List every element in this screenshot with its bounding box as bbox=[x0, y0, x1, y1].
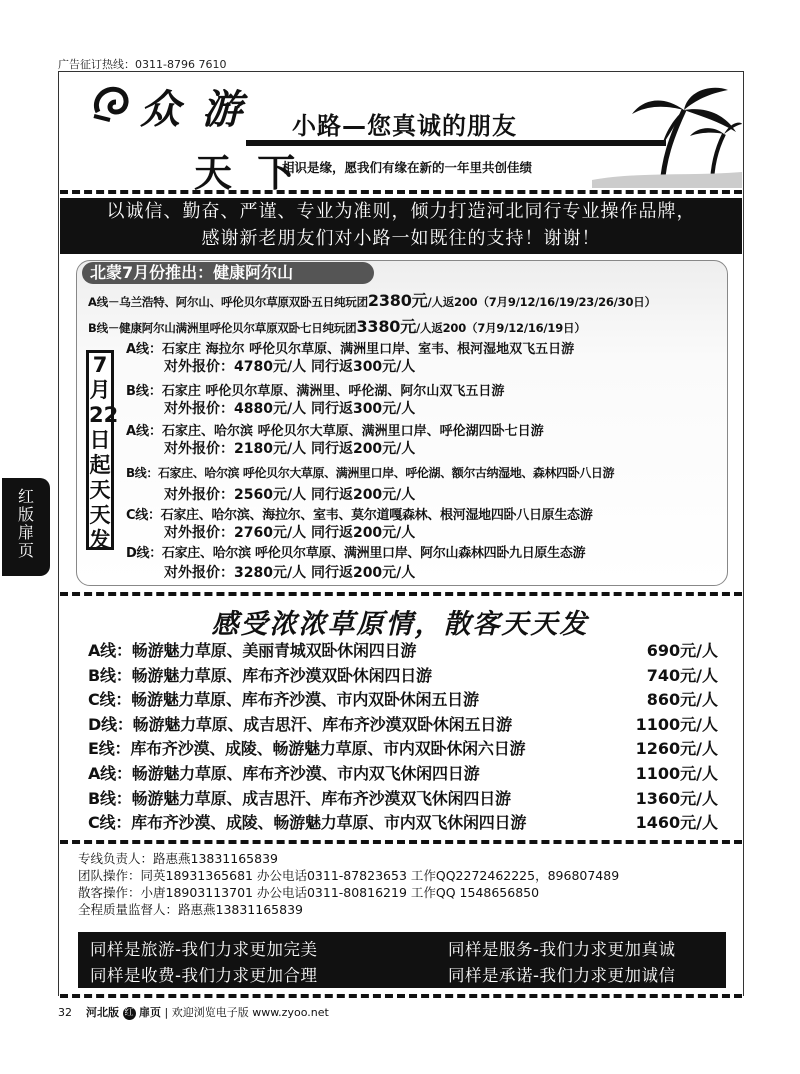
list-item bbox=[88, 638, 718, 663]
item-price: 1100元/人 bbox=[635, 714, 718, 734]
item-text: E线：库布齐沙漠、成陵、畅游魅力草原、市内双卧休闲六日游 bbox=[88, 739, 526, 759]
section1-title: 北蒙7月份推出：健康阿尔山 bbox=[82, 262, 374, 284]
site-link[interactable]: 欢迎浏览电子版 www.zyoo.net bbox=[171, 1006, 329, 1019]
contact-line: 全程质量监督人：路惠燕13831165839 bbox=[78, 902, 303, 917]
promo-text: B线－健康阿尔山满洲里呼伦贝尔草原双卧七日纯玩团 bbox=[88, 321, 357, 335]
divider bbox=[60, 190, 742, 194]
list-item bbox=[88, 687, 718, 712]
banner-line-1: 以诚信、勤奋、严谨、专业为准则，倾力打造河北同行专业操作品牌， bbox=[106, 201, 696, 222]
divider bbox=[60, 592, 742, 596]
contact-line: 专线负责人：路惠燕13831165839 bbox=[78, 851, 278, 866]
promise-right-2: 同样是承诺-我们力求更加诚信 bbox=[448, 966, 676, 985]
route-line: D线：石家庄、哈尔滨 呼伦贝尔草原、满洲里口岸、阿尔山森林四卧九日原生态游 bbox=[126, 546, 586, 561]
header bbox=[60, 74, 742, 195]
route-line: C线：石家庄、哈尔滨、海拉尔、室韦、莫尔道嘎森林、根河湿地四卧八日原生态游 bbox=[126, 508, 593, 523]
item-text: C线：畅游魅力草原、库布齐沙漠、市内双卧休闲五日游 bbox=[88, 690, 479, 710]
promo-tail: /人返200（7月9/12/16/19/23/26/30日） bbox=[427, 295, 656, 309]
promo-line-a bbox=[88, 288, 656, 311]
promise-left-2: 同样是收费-我们力求更加合理 bbox=[90, 966, 318, 985]
list-item bbox=[88, 810, 718, 835]
side-tab bbox=[2, 478, 50, 576]
item-price: 690元/人 bbox=[646, 641, 718, 660]
divider bbox=[60, 840, 742, 844]
promise-right-1: 同样是服务-我们力求更加真诚 bbox=[448, 940, 676, 959]
side-tab-label: 红版扉页 bbox=[17, 487, 34, 560]
divider bbox=[60, 994, 742, 998]
palm-trees-icon bbox=[592, 80, 742, 188]
ad-hotline: 广告征订热线：0311-8796 7610 bbox=[58, 58, 227, 71]
route-line: A线：石家庄、哈尔滨 呼伦贝尔大草原、满洲里口岸、呼伦湖四卧七日游 bbox=[126, 424, 544, 439]
item-price: 1460元/人 bbox=[635, 813, 718, 833]
promo-price: 3380元 bbox=[356, 317, 417, 336]
route-price: 对外报价：4880元/人 同行返300元/人 bbox=[164, 401, 416, 417]
route-price: 对外报价：2180元/人 同行返200元/人 bbox=[164, 441, 416, 457]
route-line: B线：石家庄、哈尔滨 呼伦贝尔大草原、满洲里口岸、呼伦湖、额尔古纳湿地、森林四卧八日游 bbox=[126, 466, 615, 480]
list-item bbox=[88, 663, 718, 688]
list-item bbox=[88, 712, 718, 737]
item-text: B线：畅游魅力草原、库布齐沙漠双卧休闲四日游 bbox=[88, 665, 432, 685]
daily-departure-label: 7月22日起天天发 bbox=[86, 350, 114, 550]
item-text: A线：畅游魅力草原、美丽青城双卧休闲四日游 bbox=[88, 641, 417, 660]
item-price: 1360元/人 bbox=[635, 788, 718, 808]
page-number: 32 bbox=[58, 1006, 72, 1019]
section2-headline: 感受浓浓草原情，散客天天发 bbox=[211, 609, 589, 640]
swirl-logo-icon bbox=[90, 82, 140, 136]
promo-text: A线－乌兰浩特、阿尔山、呼伦贝尔草原双卧五日纯玩团 bbox=[88, 295, 368, 309]
item-text: D线：畅游魅力草原、成吉思汗、库布齐沙漠双卧休闲五日游 bbox=[88, 714, 512, 734]
promise-box bbox=[78, 932, 726, 988]
contact-line: 团队操作：同英18931365681 办公电话0311-87823653 工作QQ2272462225，896807489 bbox=[78, 868, 620, 883]
promise-left-1: 同样是旅游-我们力求更加完美 bbox=[90, 940, 318, 959]
contact-line: 散客操作：小唐18903113701 办公电话0311-80816219 工作QQ 1548656850 bbox=[78, 885, 540, 900]
promo-tail: /人返200（7月9/12/16/19日） bbox=[416, 321, 586, 335]
list-item bbox=[88, 786, 718, 811]
item-price: 1100元/人 bbox=[635, 763, 718, 783]
route-price: 对外报价：2760元/人 同行返200元/人 bbox=[164, 525, 416, 541]
contact-info bbox=[78, 850, 619, 918]
promo-price: 2380元 bbox=[367, 291, 428, 310]
item-price: 860元/人 bbox=[646, 690, 718, 710]
route-line: A线：石家庄 海拉尔 呼伦贝尔草原、满洲里口岸、室韦、根河湿地双飞五日游 bbox=[126, 342, 575, 357]
item-text: C线：库布齐沙漠、成陵、畅游魅力草原、市内双飞休闲四日游 bbox=[88, 813, 527, 833]
header-subtitle: 相识是缘，愿我们有缘在新的一年里共创佳绩 bbox=[282, 160, 533, 175]
edition: 河北版 bbox=[86, 1006, 119, 1019]
route-line: B线：石家庄 呼伦贝尔草原、满洲里、呼伦湖、阿尔山双飞五日游 bbox=[126, 384, 505, 399]
list-item bbox=[88, 761, 718, 786]
route-price: 对外报价：2560元/人 同行返200元/人 bbox=[164, 487, 416, 503]
brand-top: 众 游 bbox=[140, 86, 246, 133]
item-price: 1260元/人 bbox=[635, 739, 718, 759]
item-price: 740元/人 bbox=[646, 665, 718, 685]
footer: 32 河北版 红 扉页 | 欢迎浏览电子版 www.zyoo.net bbox=[58, 1006, 329, 1019]
brand-bottom: 天 下 bbox=[194, 150, 302, 195]
banner-line-2: 感谢新老朋友们对小路一如既往的支持！谢谢！ bbox=[201, 228, 601, 249]
section-name: 扉页 bbox=[139, 1006, 161, 1019]
route-price: 对外报价：3280元/人 同行返200元/人 bbox=[164, 565, 416, 581]
mission-banner bbox=[60, 198, 742, 254]
promo-line-b bbox=[88, 314, 586, 337]
slogan: 小路—您真诚的朋友 bbox=[292, 112, 517, 140]
item-text: B线：畅游魅力草原、成吉思汗、库布齐沙漠双飞休闲四日游 bbox=[88, 788, 511, 808]
list-item bbox=[88, 736, 718, 761]
grassland-route-list bbox=[88, 638, 718, 835]
route-price: 对外报价：4780元/人 同行返300元/人 bbox=[164, 359, 416, 375]
red-seal-icon: 红 bbox=[124, 1007, 134, 1018]
item-text: A线：畅游魅力草原、库布齐沙漠、市内双飞休闲四日游 bbox=[88, 763, 480, 783]
